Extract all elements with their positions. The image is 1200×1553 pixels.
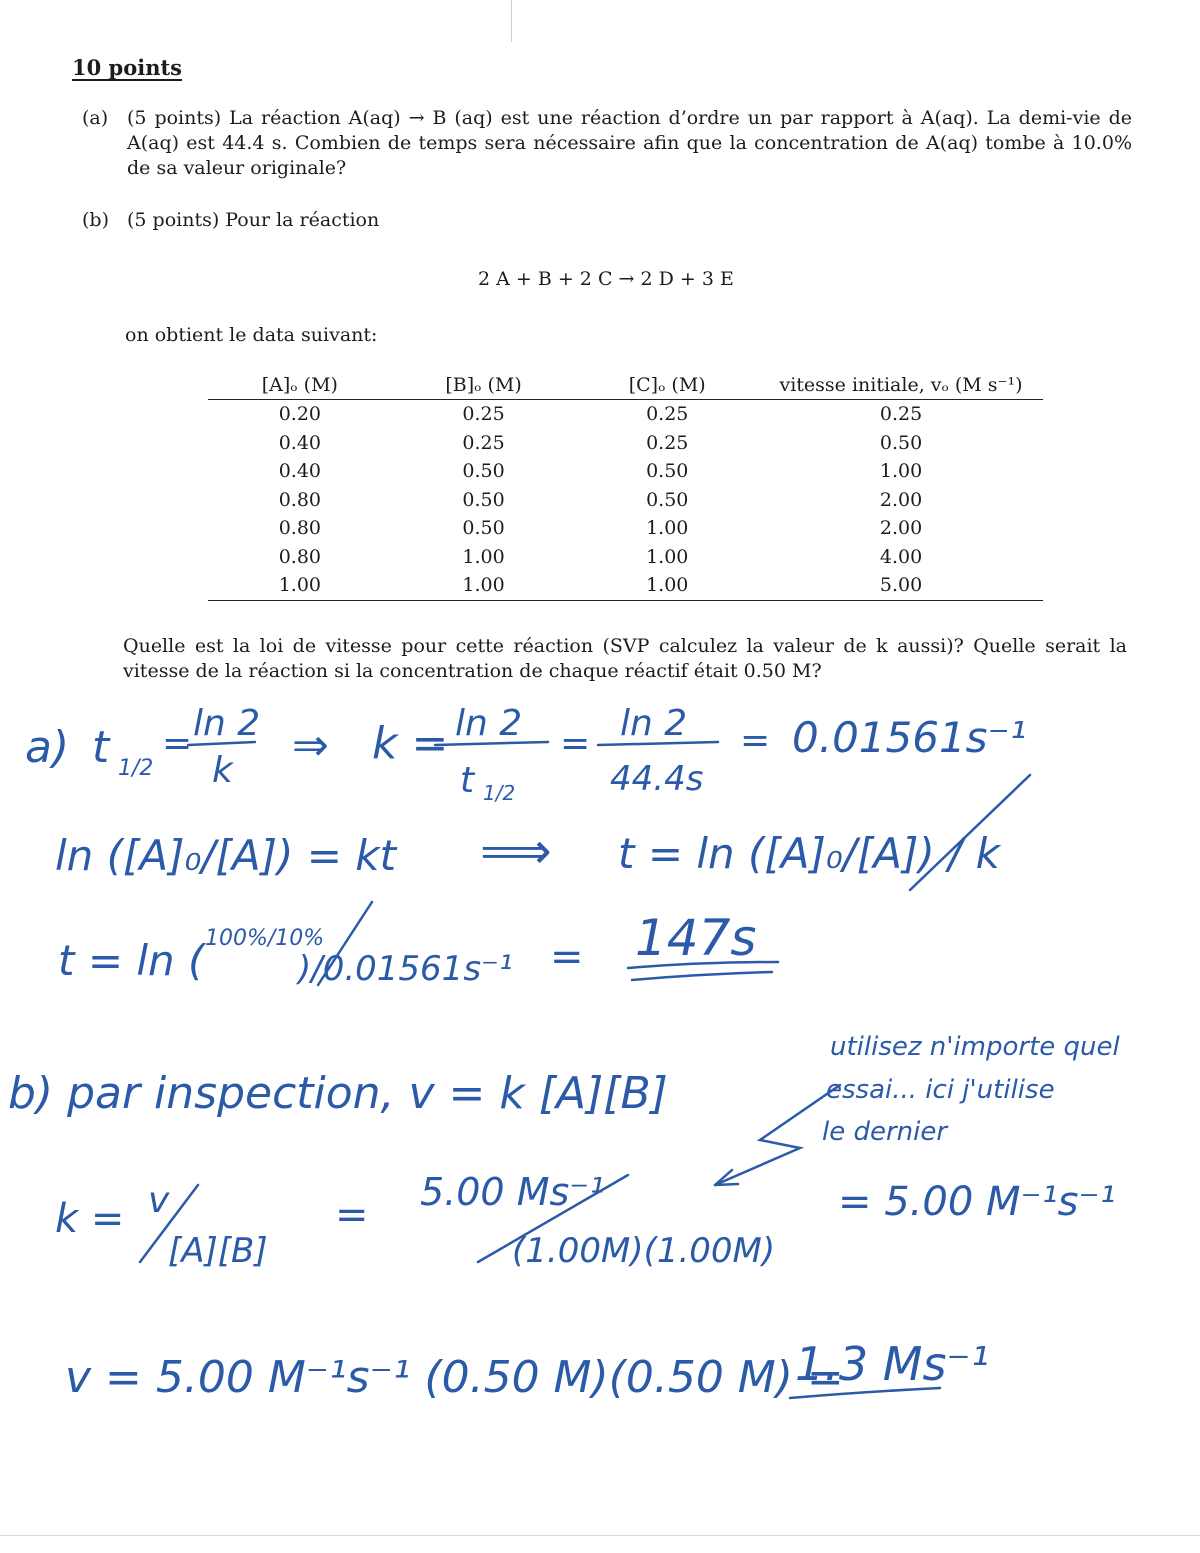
table-cell: 0.80 [278,488,321,511]
hw-k-equals-b: k = [55,1196,125,1242]
hw-ln2b: ln 2 [620,703,688,744]
table-cell: 1.00 [392,571,576,600]
table-cell: 0.80 [278,517,321,540]
hw-denominator: (1.00M)(1.00M) [512,1231,776,1271]
part-b-text: (5 points) Pour la réaction [127,209,380,231]
scan-bottom-edge [0,1535,1200,1536]
hw-note-line-2: essai... ici j'utilise [826,1075,1055,1105]
hw-equals-5: = [335,1192,369,1238]
table-cell: 0.40 [278,431,321,454]
hw-divide-k: )/0.01561s⁻¹ [298,949,513,989]
table-cell: 2.00 [879,488,923,511]
table-cell: 0.20 [278,403,321,426]
hw-answer-b: 1.3 Ms⁻¹ [795,1337,990,1391]
table-cell: 1.00 [575,571,759,600]
hw-t-half: t [92,722,110,773]
hw-k-equals: k = [372,718,449,769]
hw-integrated-rate-law: ln ([A]₀/[A]) = kt [55,831,397,880]
table-cell: 1.00 [646,545,689,568]
table-cell: 1.00 [646,517,689,540]
table-cell: 0.25 [646,431,689,454]
hw-k-result: = 5.00 M⁻¹s⁻¹ [838,1179,1116,1225]
hw-equals: = [162,723,193,764]
table-cell: 0.50 [462,517,505,540]
hw-equals-2: = [560,723,591,764]
table-cell: 1.00 [879,460,923,483]
part-b-tag: (b) [82,209,109,231]
table-cell: 1.00 [462,545,505,568]
points-heading: 10 points [72,55,182,80]
hw-half-subscript: 1/2 [118,756,154,781]
table-cell: 0.80 [278,545,321,568]
hw-k: k [212,750,233,791]
table-cell: 0.40 [278,460,321,483]
hw-arrow: ⟹ [480,822,552,880]
rate-law-question: Quelle est la loi de vitesse pour cette réaction (SVP calculez la valeur de k aussi)? Quelle serait la vitesse de la réaction si la concentration de chaque réactif était 0.50 M? [123,635,1127,682]
data-intro: on obtient le data suivant: [125,324,378,346]
hw-equals-3: = [740,720,771,761]
hw-ratio: 100%/10% [205,926,325,951]
hw-ln2: ln 2 [193,703,261,744]
column-header: [A]ₒ (M) [208,372,392,400]
table-cell: 2.00 [879,517,923,540]
table-cell: 5.00 [759,571,1043,600]
table-cell: 0.50 [646,460,689,483]
part-a-tag: (a) [82,107,109,129]
hw-t-half-denominator: t [460,760,475,801]
hw-rate-calc: v = 5.00 M⁻¹s⁻¹ (0.50 M)(0.50 M) = [65,1352,844,1403]
table-cell: 0.25 [462,403,505,426]
table-cell: 0.25 [879,403,923,426]
part-a-text: (5 points) La réaction A(aq) → B (aq) est une réaction d’ordre un par rapport à A(aq). La demi-vie de A(aq) est 44.4 s. Combien de temps sera nécessaire afin que la concentration de A(aq) tombe à 10.0% de sa valeur originale? [127,107,1132,179]
hw-44-4s: 44.4s [610,759,704,799]
table-cell: 4.00 [879,545,923,568]
hw-answer-a: 147s [635,909,757,967]
hw-note-line-1: utilisez n'importe quel [830,1032,1120,1062]
table-cell: 0.25 [462,431,505,454]
hw-k-value: 0.01561s⁻¹ [792,713,1027,762]
hw-a-label: a) [25,722,70,773]
reaction-equation: 2 A + B + 2 C → 2 D + 3 E [478,268,734,290]
column-header: [C]ₒ (M) [575,372,759,400]
table-cell: 0.50 [462,460,505,483]
hw-t-expression: t = ln ([A]₀/[A]) / k [618,829,1000,878]
table-cell: 0.50 [646,488,689,511]
hw-numerator: 5.00 Ms⁻¹ [420,1170,605,1214]
hw-rate-law-b: b) par inspection, v = k [A][B] [8,1068,668,1119]
hw-half-subscript-2: 1/2 [483,781,516,805]
table-cell: 1.00 [208,571,392,600]
hw-v: v [148,1180,170,1221]
hw-ab: [A][B] [168,1231,268,1271]
hw-ln2-numerator: ln 2 [455,703,523,744]
table-cell: 0.50 [879,431,923,454]
hw-equals-4: = [550,934,584,980]
column-header: vitesse initiale, vₒ (M s⁻¹) [759,372,1043,400]
answer-underline [632,972,772,980]
hw-t-calc: t = ln ( [58,936,205,985]
hw-note-line-3: le dernier [822,1117,948,1147]
hw-implies: ⇒ [292,720,329,771]
table-cell: 0.50 [462,488,505,511]
table-cell: 0.25 [646,403,689,426]
column-header: [B]ₒ (M) [392,372,576,400]
